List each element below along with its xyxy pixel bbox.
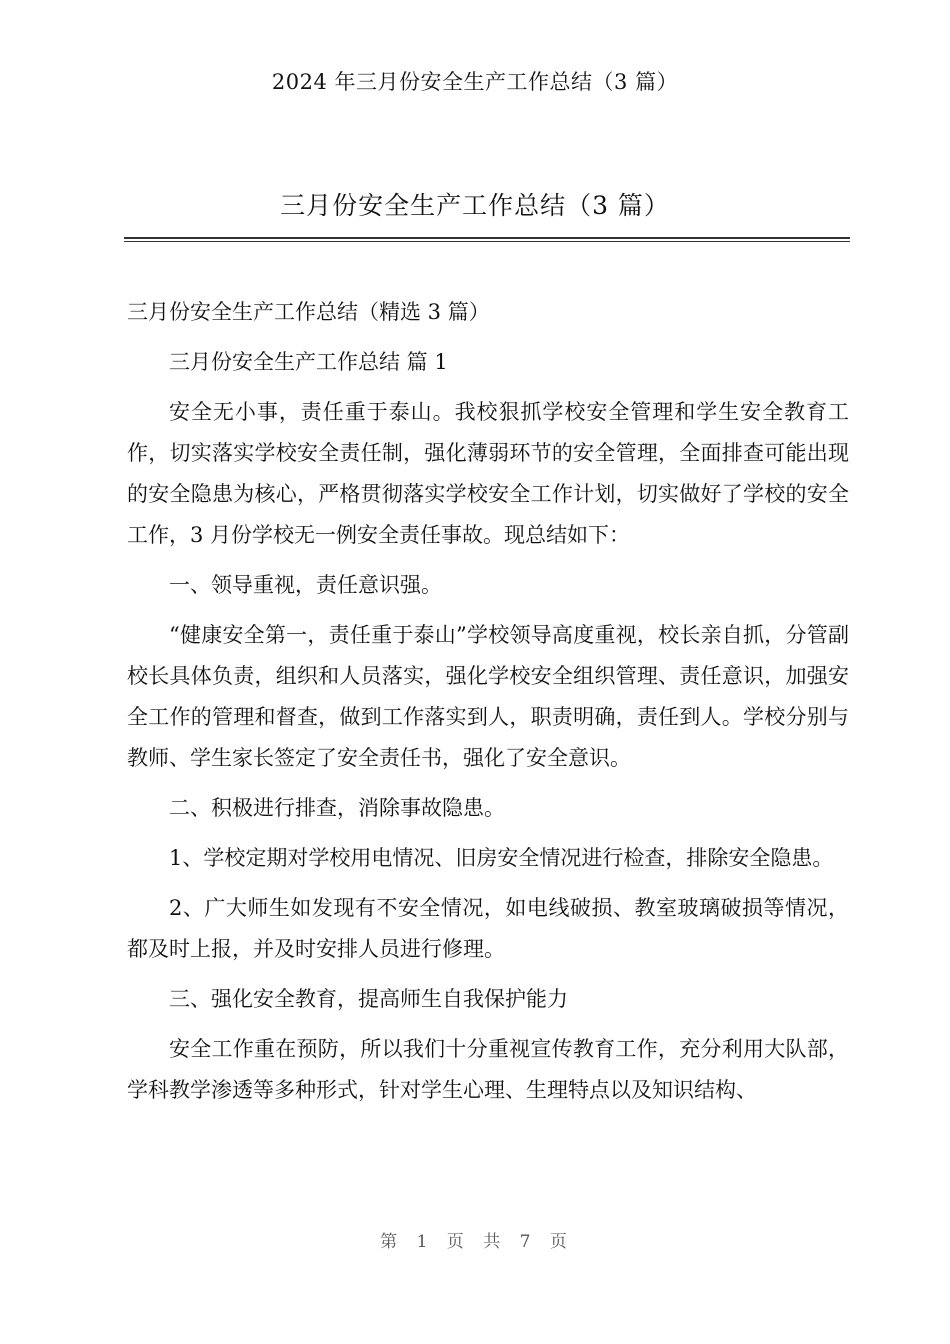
page-footer: 第 1 页 共 7 页 <box>380 1232 570 1252</box>
section-heading: 三月份安全生产工作总结 篇 1 <box>169 350 448 374</box>
section-heading: 二、积极进行排查，消除事故隐患。 <box>169 796 505 820</box>
body-paragraph: 安全工作重在预防，所以我们十分重视宣传教育工作，充分利用大队部，学科教学渗透等多种形式，针对学生心理、生理特点以及知识结构、 <box>127 1037 849 1102</box>
document-title: 三月份安全生产工作总结（3 篇） <box>280 191 670 220</box>
body-paragraph: “健康安全第一，责任重于泰山”学校领导高度重视，校长亲自抓，分管副校长具体负责，组织和人员落实，强化学校安全组织管理、责任意识，加强安全工作的管理和督查，做到工作落实到人，职责明确，责任到人。学校分别与教师、学生家长签定了安全责任书，强化了安全意识。 <box>127 623 849 770</box>
title-divider-secondary <box>124 241 850 242</box>
section-heading: 一、领导重视，责任意识强。 <box>169 573 442 597</box>
body-paragraph: 安全无小事，责任重于泰山。我校狠抓学校安全管理和学生安全教育工作，切实落实学校安全责任制，强化薄弱环节的安全管理，全面排查可能出现的安全隐患为核心，严格贯彻落实学校安全工作计划，切实做好了学校的安全工作，3 月份学校无一例安全责任事故。现总结如下： <box>127 400 849 547</box>
subtitle-paragraph: 三月份安全生产工作总结（精选 3 篇） <box>127 300 490 324</box>
title-divider <box>124 237 850 239</box>
section-heading: 三、强化安全教育，提高师生自我保护能力 <box>169 987 568 1011</box>
page-header: 2024 年三月份安全生产工作总结（3 篇） <box>271 70 679 94</box>
body-paragraph: 1、学校定期对学校用电情况、旧房安全情况进行检查，排除安全隐患。 <box>169 846 834 870</box>
document-body <box>127 292 849 1120</box>
body-paragraph: 2、广大师生如发现有不安全情况，如电线破损、教室玻璃破损等情况，都及时上报，并及时安排人员进行修理。 <box>127 896 849 961</box>
